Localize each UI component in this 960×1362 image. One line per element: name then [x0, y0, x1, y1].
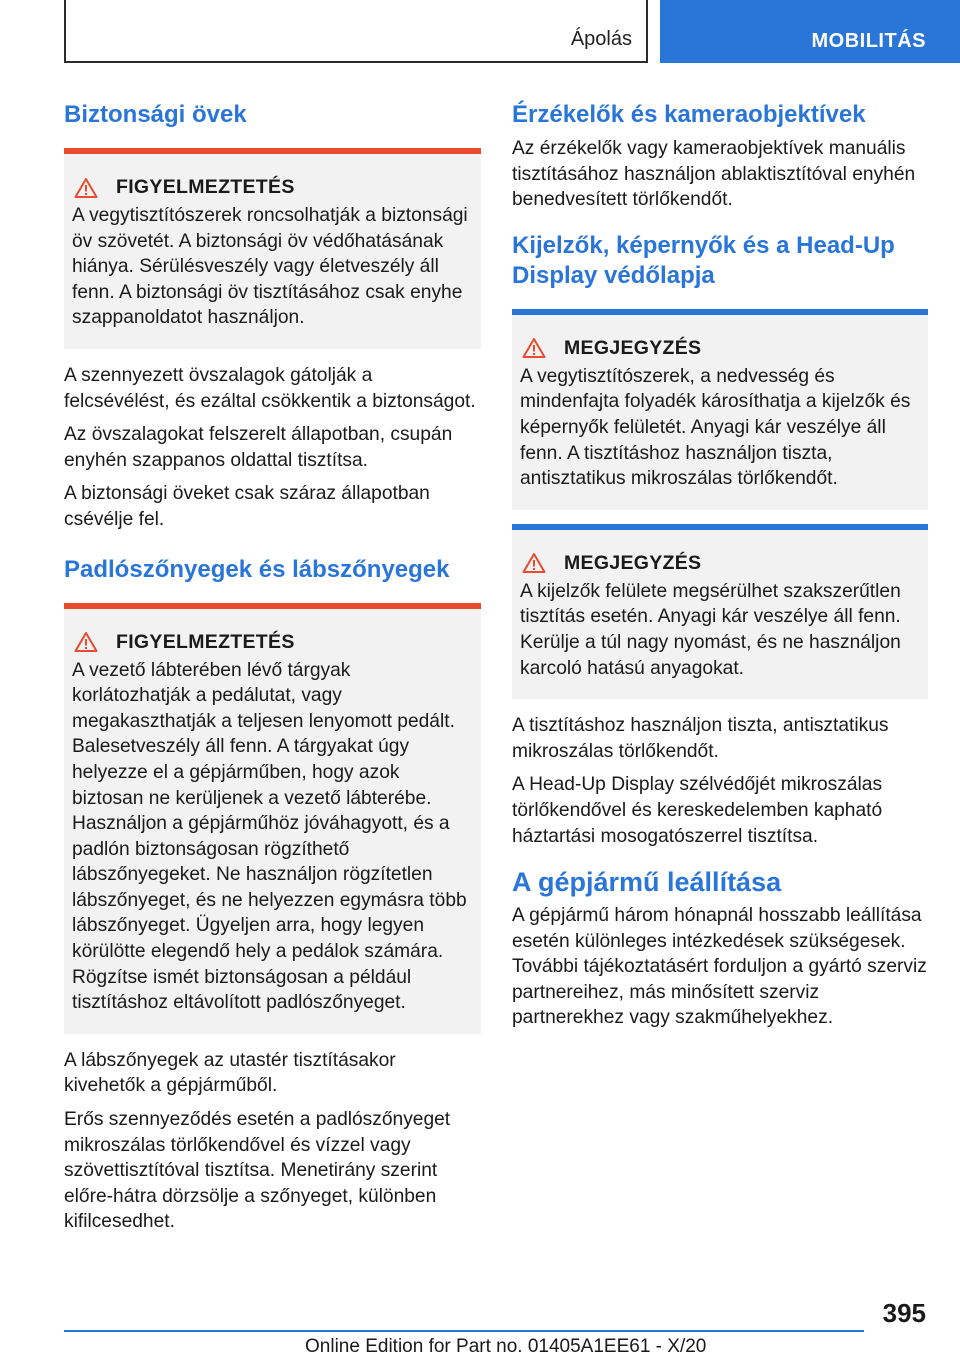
footer-divider	[64, 1330, 864, 1332]
warning-text: A vezető lábterében lévő tárgyak korlátozhatják a pedálutat, vagy megakaszthatják a teljesen lenyomott pedált. Balesetveszély áll fenn. A tárgyakat úgy helyezze el a gépjárműben, hogy azok biztosan ne kerüljenek a vezető lábterébe. Használjon a gépjárműhöz jóváhagyott, és a padlón biztonságosan rögzíthető lábszőnyegeket. Ne használjon rögzítetlen lábszőnyeget, és ne helyezzen egymásra több lábszőnyeget. Ügyeljen arra, hogy legyen körülötte elegendő hely a pedálok számára. Rögzítse ismét biztonságosan a például tisztításhoz eltávolított padlószőnyeget.	[72, 659, 467, 1014]
paragraph: Az érzékelők vagy kameraobjektívek manuális tisztításához használjon ablaktisztítóval enyhén benedvesített törlőkendőt.	[512, 138, 916, 211]
paragraph: Az övszalagokat felszerelt állapotban, csupán enyhén szappanos oldattal tisztítsa.	[64, 424, 453, 471]
notice-box-displays-1	[512, 309, 928, 510]
warning-triangle-icon	[522, 552, 546, 574]
header-chapter-label: MOBILITÁS	[811, 30, 926, 52]
paragraph: A Head-Up Display szélvédőjét mikroszálas törlőkendővel és kereskedelemben kapható háztartási mosogatószerrel tisztítsa.	[512, 774, 883, 847]
warning-triangle-icon	[522, 337, 546, 359]
heading-sensors: Érzékelők és kameraobjektívek	[512, 101, 866, 128]
right-column	[512, 100, 928, 1039]
paragraph: A lábszőnyegek az utastér tisztításakor kivehetők a gépjárműből.	[64, 1049, 396, 1097]
header-section-box	[64, 0, 648, 63]
heading-displays: Kijelzők, képernyők és a Head-Up Display védőlapja	[512, 231, 895, 289]
paragraph: A gépjármű három hónapnál hosszabb leállítása esetén különleges intézkedések szükségesek. További tájékoztatásért forduljon a gyártó szerviz partnereihez, más minősített szerviz partnerekhez vagy szakműhelyekhez.	[512, 905, 927, 1029]
header-chapter-tab	[660, 0, 960, 63]
left-column	[64, 100, 481, 1243]
header-section-title: Ápolás	[570, 28, 632, 50]
paragraph: A tisztításhoz használjon tiszta, antisztatikus mikroszálas törlőkendőt.	[512, 715, 889, 762]
warning-box-seatbelts	[64, 148, 481, 349]
heading-storage: A gépjármű leállítása	[512, 867, 782, 898]
heading-mats: Padlószőnyegek és lábszőnyegek	[64, 555, 450, 583]
warning-label: FIGYELMEZTETÉS	[116, 630, 295, 653]
warning-triangle-icon	[74, 631, 98, 653]
paragraph: A biztonsági öveket csak száraz állapotban csévélje fel.	[64, 483, 430, 530]
footer-edition: Online Edition for Part no. 01405A1EE61 - X/20	[305, 1336, 707, 1357]
warning-label: FIGYELMEZTETÉS	[116, 176, 295, 198]
notice-label: MEGJEGYZÉS	[564, 336, 702, 359]
notice-text: A kijelzők felülete megsérülhet szakszerűtlen tisztítás esetén. Anyagi kár veszélye áll fenn. Kerülje a túl nagy nyomást, és ne használjon karcoló hatású anyagokat.	[520, 580, 901, 679]
paragraph: A szennyezett övszalagok gátolják a felcsévélést, és ezáltal csökkentik a biztonságot.	[64, 364, 476, 412]
warning-text: A vegytisztítószerek roncsolhatják a biztonsági öv szövetét. A biztonsági öv védőhatásának hiánya. Sérülésveszély vagy életveszély áll fenn. A biztonsági öv tisztításához csak enyhe szappanoldatot használjon.	[72, 205, 468, 329]
warning-box-mats	[64, 603, 481, 1034]
notice-text: A vegytisztítószerek, a nedvesség és mindenfajta folyadék károsíthatja a kijelzők és képernyők felületét. Anyagi kár veszélye áll fenn. A tisztításhoz használjon tiszta, antisztatikus mikroszálas törlőkendőt.	[520, 365, 911, 490]
notice-box-displays-2	[512, 524, 928, 699]
notice-label: MEGJEGYZÉS	[564, 551, 702, 574]
heading-seatbelts: Biztonsági övek	[64, 101, 247, 128]
page-number: 395	[882, 1298, 926, 1328]
warning-triangle-icon	[74, 177, 98, 199]
paragraph: Erős szennyeződés esetén a padlószőnyeget mikroszálas törlőkendővel és vízzel vagy szövettisztítóval tisztítsa. Menetirány szerint előre-hátra dörzsölje a szőnyeget, különben kifilcesedhet.	[64, 1109, 451, 1233]
